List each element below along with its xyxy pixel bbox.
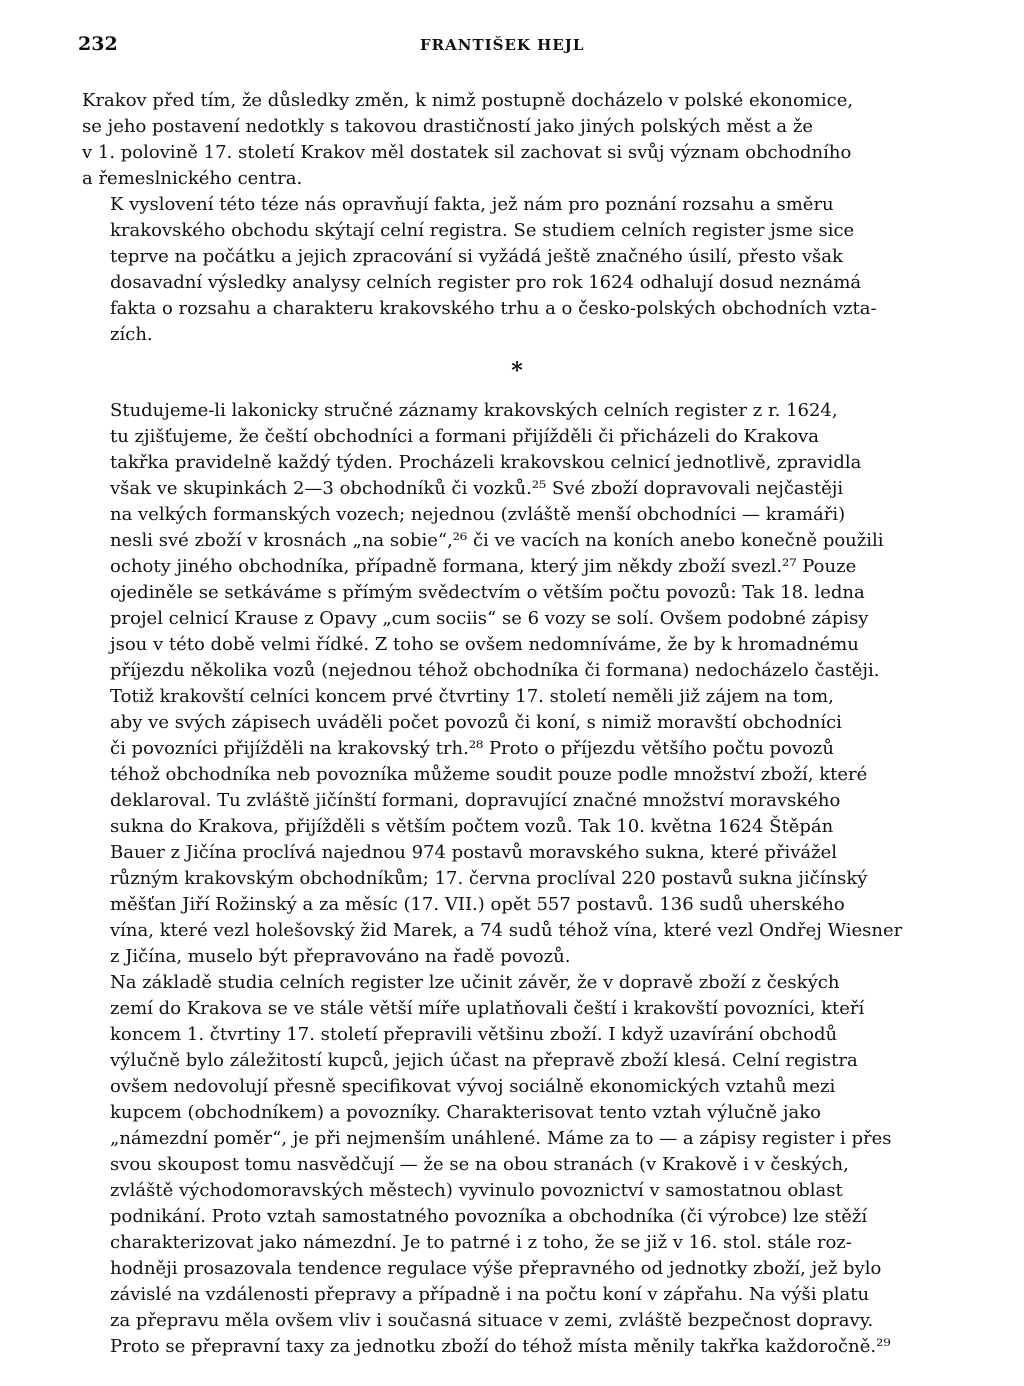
text-line: ovšem nedovolují přesně specifikovat vývoj sociálně ekonomických vztahů mezi xyxy=(110,1076,836,1097)
text-line: teprve na počátku a jejich zpracování si vyžádá ještě značného úsilí, přesto však xyxy=(110,246,843,267)
text-line: ochoty jiného obchodníka, případně formana, který jim někdy zboží svezl.²⁷ Pouze xyxy=(110,556,857,577)
text-line: krakovského obchodu skýtají celní registra. Se studiem celních register jsme sice xyxy=(110,220,855,241)
text-line: měšťan Jiří Rožinský a za měsíc (17. VII.) opět 557 postavů. 136 sudů uherského xyxy=(110,894,845,915)
text-line: deklaroval. Tu zvláště jičínští formani, dopravující značné množství moravského xyxy=(110,790,841,811)
text-line: Totiž krakovští celníci koncem prvé čtvrtiny 17. století neměli již zájem na tom, xyxy=(110,686,834,707)
text-line: a řemeslnického centra. xyxy=(82,168,303,189)
text-line: dosavadní výsledky analysy celních register pro rok 1624 odhalují dosud neznámá xyxy=(110,272,862,293)
text-line: nesli své zboží v krosnách „na sobie“,²⁶ či ve vacích na koních anebo konečně použili xyxy=(110,530,884,551)
text-line: v 1. polovině 17. století Krakov měl dostatek sil zachovat si svůj význam obchodního xyxy=(82,142,852,163)
paragraph-1 xyxy=(82,88,952,192)
text-line: kupcem (obchodníkem) a povozníky. Charakterisovat tento vztah výlučně jako xyxy=(110,1102,821,1123)
text-line: Krakov před tím, že důsledky změn, k nimž postupně docházelo v polské ekonomice, xyxy=(82,90,854,111)
text-line: „námezdní poměr“, je při nejmenším unáhlené. Máme za to — a zápisy register i přes xyxy=(110,1128,892,1149)
text-line: zemí do Krakova se ve stále větší míře uplatňovali čeští i krakovští povozníci, kteří xyxy=(110,998,865,1019)
text-line: Bauer z Jičína proclívá najednou 974 postavů moravského sukna, které přivážel xyxy=(110,842,838,863)
text-line: tu zjišťujeme, že čeští obchodníci a formani přijížděli či přicházeli do Krakova xyxy=(110,426,819,447)
text-line: však ve skupinkách 2—3 obchodníků či vozků.²⁵ Své zboží dopravovali nejčastěji xyxy=(110,478,844,499)
text-line: podnikání. Proto vztah samostatného povozníka a obchodníka (či výrobce) lze stěží xyxy=(110,1206,868,1227)
text-line: ojediněle se setkáváme s přímým svědectvím o větším počtu povozů: Tak 18. ledna xyxy=(110,582,865,603)
text-line: zích. xyxy=(110,324,153,345)
text-line: takřka pravidelně každý týden. Procházeli krakovskou celnicí jednotlivě, zpravidla xyxy=(110,452,862,473)
text-line: hodněji prosazovala tendence regulace výše přepravného od jednotky zboží, jež bylo xyxy=(110,1258,882,1279)
text-line: různým krakovským obchodníkům; 17. června proclíval 220 postavů sukna jičínský xyxy=(110,868,868,889)
text-line: za přepravu měla ovšem vliv i současná situace v zemi, zvláště bezpečnost dopravy. xyxy=(110,1310,874,1331)
running-head-author: FRANTIŠEK HEJL xyxy=(420,36,585,54)
text-line: závislé na vzdálenosti přepravy a případně i na počtu koní v zápřahu. Na výši platu xyxy=(110,1284,870,1305)
text-line: či povozníci přijížděli na krakovský trh.²⁸ Proto o příjezdu většího počtu povozů xyxy=(110,738,834,759)
text-line: vína, které vezl holešovský žid Marek, a 74 sudů téhož vína, které vezl Ondřej Wiesner xyxy=(110,920,903,941)
text-line: aby ve svých zápisech uváděli počet povozů či koní, s nimiž moravští obchodníci xyxy=(110,712,842,733)
text-line: na velkých formanských vozech; nejednou (zvláště menší obchodníci — kramáři) xyxy=(110,504,846,525)
paragraph-4 xyxy=(82,970,952,1360)
text-line: Na základě studia celních register lze učinit závěr, že v dopravě zboží z českých xyxy=(110,972,840,993)
paragraph-2 xyxy=(82,192,952,348)
section-separator: * xyxy=(511,358,523,384)
text-line: charakterizovat jako námezdní. Je to patrné i z toho, že se již v 16. stol. stále roz- xyxy=(110,1232,852,1253)
text-line: koncem 1. čtvrtiny 17. století přepravili většinu zboží. I když uzavírání obchodů xyxy=(110,1024,838,1045)
text-line: projel celnicí Krause z Opavy „cum sociis“ se 6 vozy se solí. Ovšem podobné zápisy xyxy=(110,608,869,629)
text-line: Studujeme-li lakonicky stručné záznamy krakovských celních register z r. 1624, xyxy=(110,400,838,421)
paragraph-3 xyxy=(82,398,952,970)
text-line: svou skoupost tomu nasvědčují — že se na obou stranách (v Krakově i v českých, xyxy=(110,1154,849,1175)
text-line: zvláště východomoravských městech) vyvinulo povoznictví v samostatnou oblast xyxy=(110,1180,843,1201)
text-line: Proto se přepravní taxy za jednotku zboží do téhož místa měnily takřka každoročně.²⁹ xyxy=(110,1336,891,1357)
text-line: jsou v této době velmi řídké. Z toho se ovšem nedomníváme, že by k hromadnému xyxy=(110,634,859,655)
text-line: výlučně bylo záležitostí kupců, jejich účast na přepravě zboží klesá. Celní registra xyxy=(110,1050,858,1071)
text-line: fakta o rozsahu a charakteru krakovského trhu a o česko-polských obchodních vzta- xyxy=(110,298,877,319)
text-line: sukna do Krakova, přijížděli s větším počtem vozů. Tak 10. května 1624 Štěpán xyxy=(110,816,834,837)
text-line: z Jičína, muselo být přepravováno na řadě povozů. xyxy=(110,946,571,967)
text-line: K vyslovení této téze nás opravňují fakta, jež nám pro poznání rozsahu a směru xyxy=(110,194,834,215)
text-line: téhož obchodníka neb povozníka můžeme soudit pouze podle množství zboží, které xyxy=(110,764,868,785)
text-line: příjezdu několika vozů (nejednou téhož obchodníka či formana) nedocházelo častěji. xyxy=(110,660,880,681)
text-line: se jeho postavení nedotkly s takovou drastičností jako jiných polských měst a že xyxy=(82,116,813,137)
body-text xyxy=(82,88,952,1360)
page-number: 232 xyxy=(78,33,118,55)
